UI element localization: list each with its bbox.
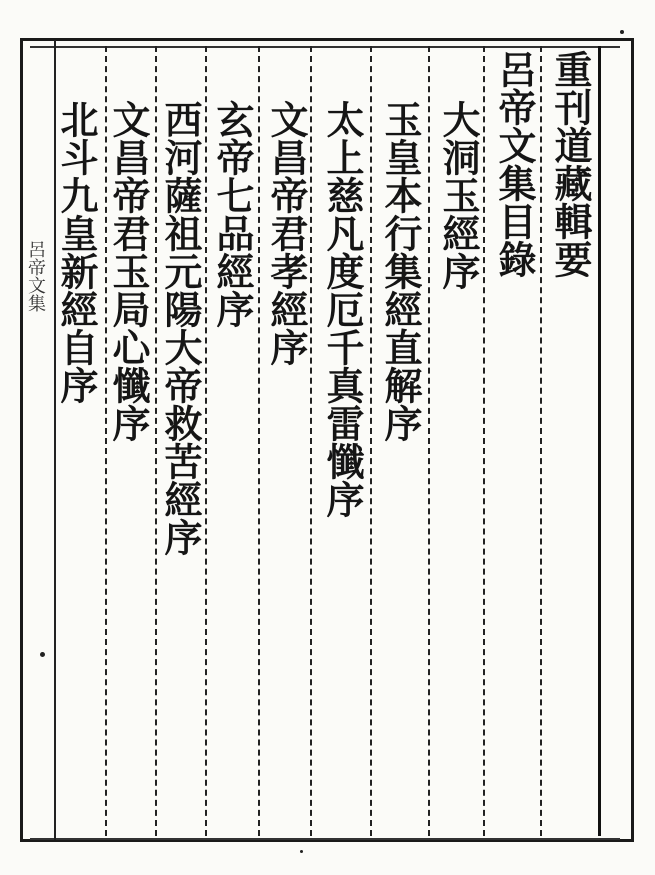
toc-entry: 太上慈凡度厄千真雷懺序 [320, 100, 365, 518]
book-title: 重刊道藏輯要 [548, 50, 593, 278]
column-rule [155, 46, 157, 836]
ink-speck [620, 30, 624, 34]
toc-entry: 玄帝七品經序 [210, 100, 255, 328]
toc-entry: 北斗九皇新經自序 [54, 100, 99, 404]
column-rule [205, 46, 207, 836]
page-gutter [22, 40, 56, 840]
column-rule [428, 46, 430, 836]
toc-entry: 文昌帝君孝經序 [264, 100, 309, 366]
column-rule [258, 46, 260, 836]
column-rule [483, 46, 485, 836]
text-block-right-edge [598, 46, 601, 836]
ink-speck [40, 652, 45, 657]
toc-entry: 大洞玉經序 [436, 100, 481, 290]
section-title: 呂帝文集目錄 [492, 50, 537, 278]
column-rule [370, 46, 372, 836]
column-rule [310, 46, 312, 836]
gutter-label: 呂帝文集 [25, 240, 46, 312]
column-rule [540, 46, 542, 836]
ink-speck [300, 850, 303, 853]
toc-entry: 西河薩祖元陽大帝救苦經序 [158, 100, 203, 556]
toc-entry: 玉皇本行集經直解序 [378, 100, 423, 442]
toc-entry: 文昌帝君玉局心懺序 [106, 100, 151, 442]
